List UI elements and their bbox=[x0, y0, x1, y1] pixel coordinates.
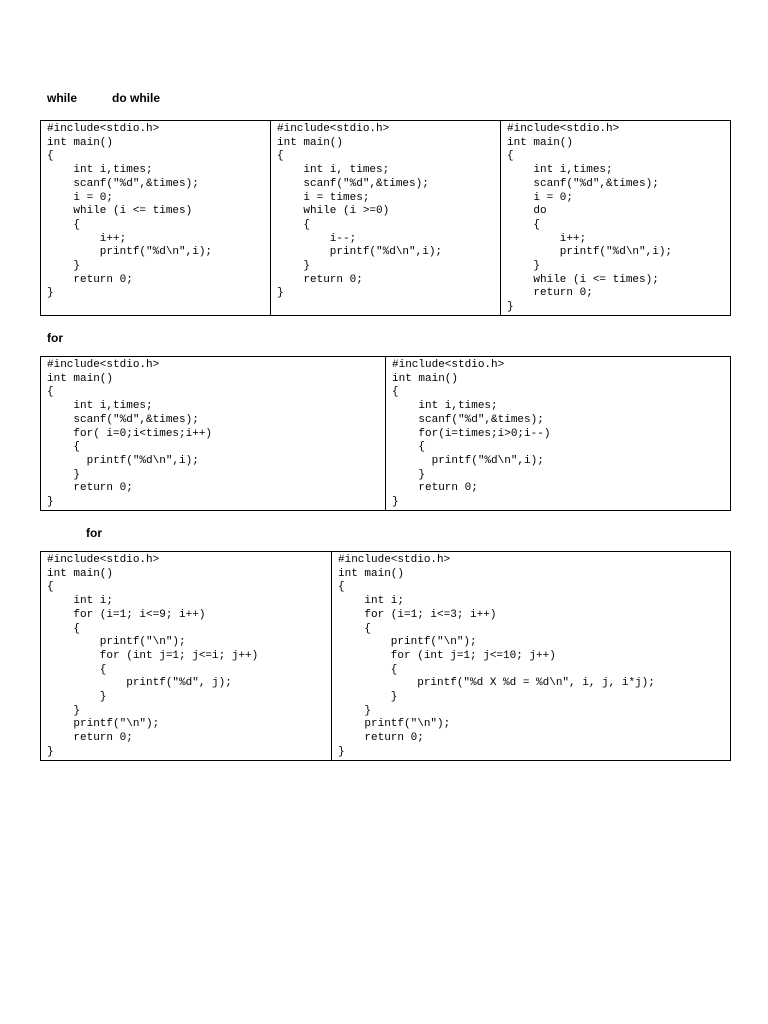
nested-for-heading: for bbox=[86, 526, 102, 540]
code-cell bbox=[501, 121, 731, 316]
do-while-code-block: #include<stdio.h> int main() { int i,times; scanf("%d",&times); i = 0; do { i++; printf("%d\n",i); } while (i <= times); return 0; } bbox=[507, 123, 673, 314]
for-code-table bbox=[40, 356, 731, 511]
code-cell bbox=[386, 357, 731, 511]
code-cell bbox=[41, 121, 271, 316]
table-row bbox=[41, 357, 731, 511]
for-decrement-code-block: #include<stdio.h> int main() { int i,times; scanf("%d",&times); for(i=times;i>0;i--) { printf("%d\n",i); } return 0; } bbox=[392, 359, 551, 509]
code-cell bbox=[41, 357, 386, 511]
code-cell bbox=[332, 552, 731, 761]
while-heading: while bbox=[47, 91, 78, 105]
for-heading: for bbox=[47, 331, 63, 345]
code-cell bbox=[41, 552, 332, 761]
do-while-heading: do while bbox=[112, 91, 160, 105]
while-decrement-code-block: #include<stdio.h> int main() { int i, times; scanf("%d",&times); i = times; while (i >=0) { i--; printf("%d\n",i); } return 0; } bbox=[277, 123, 443, 300]
nested-for-multiplication-code-block: #include<stdio.h> int main() { int i; for (i=1; i<=3; i++) { printf("\n"); for (int j=1; j<=10; j++) { printf("%d X %d = %d\n", i, j, i*j); } } printf("\n"); return 0; } bbox=[338, 554, 655, 758]
nested-for-triangle-code-block: #include<stdio.h> int main() { int i; for (i=1; i<=9; i++) { printf("\n"); for (int j=1; j<=i; j++) { printf("%d", j); } } printf("\n"); return 0; } bbox=[47, 554, 259, 758]
while-code-table bbox=[40, 120, 731, 316]
code-cell bbox=[271, 121, 501, 316]
while-code-block: #include<stdio.h> int main() { int i,times; scanf("%d",&times); i = 0; while (i <= times) { i++; printf("%d\n",i); } return 0; } bbox=[47, 123, 213, 300]
for-increment-code-block: #include<stdio.h> int main() { int i,times; scanf("%d",&times); for( i=0;i<times;i++) { printf("%d\n",i); } return 0; } bbox=[47, 359, 213, 509]
nested-for-code-table bbox=[40, 551, 731, 761]
table-row bbox=[41, 552, 731, 761]
table-row bbox=[41, 121, 731, 316]
